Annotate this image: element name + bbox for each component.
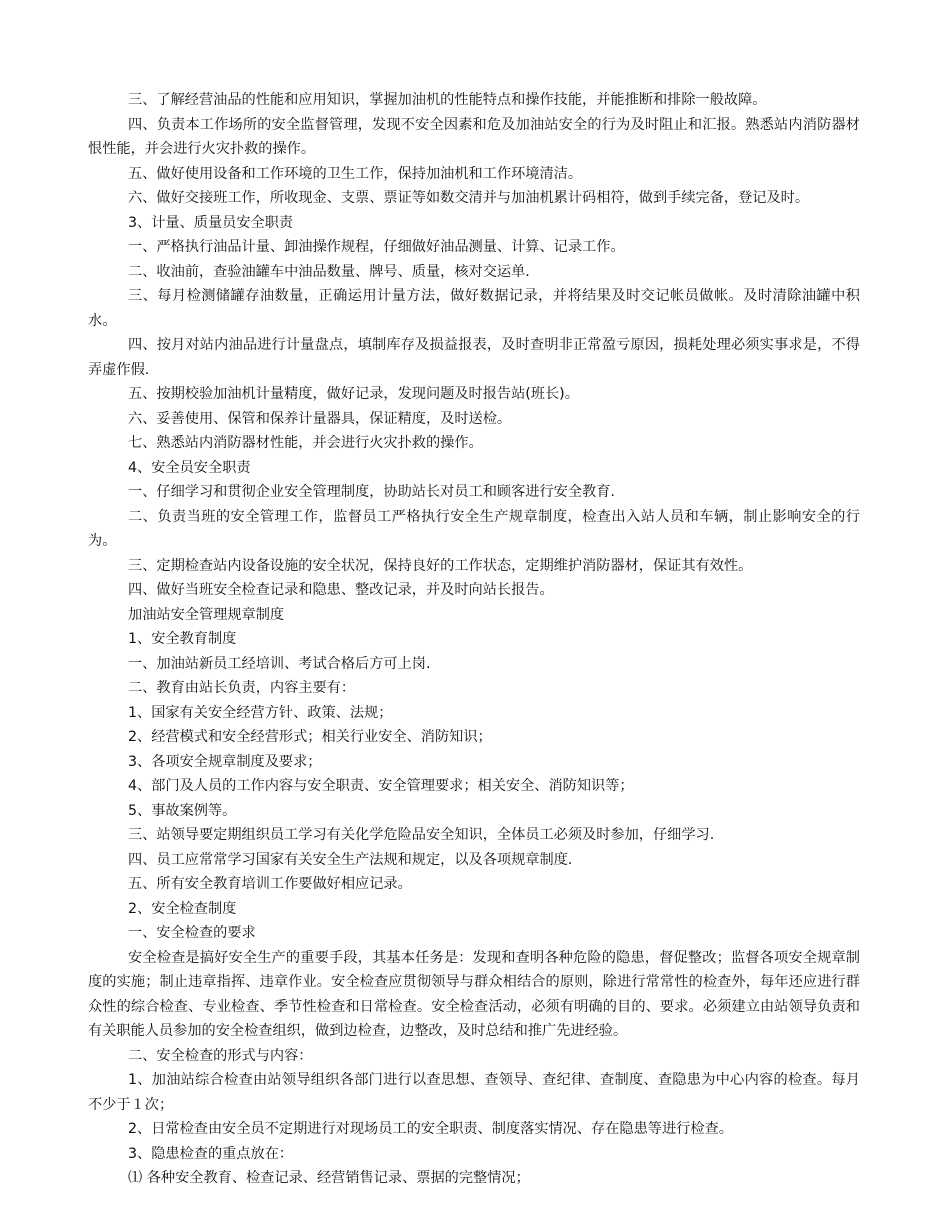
paragraph-line: 七、熟悉站内消防器材性能，并会进行火灾扑救的操作。	[128, 435, 483, 451]
paragraph-line: 五、所有安全教育培训工作要做好相应记录。	[128, 876, 412, 892]
paragraph-line: 二、安全检查的形式与内容：	[128, 1047, 313, 1064]
paragraph-line: 一、安全检查的要求	[128, 925, 256, 941]
paragraph-line: 3、各项安全规章制度及要求；	[128, 753, 322, 770]
paragraph-line: 加油站安全管理规章制度	[128, 606, 285, 623]
paragraph-line: 三、定期检查站内设备设施的安全状况，保持良好的工作状态，定期维护消防器材，保证其有效性。	[128, 557, 753, 574]
paragraph-line: 5、事故案例等。	[128, 802, 237, 819]
paragraph-line: 2、经营模式和安全经营形式；相关行业安全、消防知识；	[128, 729, 492, 745]
paragraph-line: 六、做好交接班工作，所收现金、支票、票证等如数交清并与加油机累计码相符，做到手续完备，登记及时。	[128, 190, 810, 206]
paragraph-line: 二、负责当班的安全管理工作，监督员工严格执行安全生产规章制度，检查出入站人员和车辆，制止影响安全的行为。	[88, 508, 860, 549]
paragraph-line: 一、严格执行油品计量、卸油操作规程，仔细做好油品测量、计算、记录工作。	[128, 239, 625, 255]
paragraph-line: 四、做好当班安全检查记录和隐患、整改记录，并及时向站长报告。	[128, 582, 554, 598]
paragraph-line: 1、国家有关安全经营方针、政策、法规；	[128, 704, 393, 721]
paragraph-line: 4、部门及人员的工作内容与安全职责、安全管理要求；相关安全、消防知识等；	[128, 778, 634, 794]
paragraph-line: 三、了解经营油品的性能和应用知识，掌握加油机的性能特点和操作技能，并能推断和排除一般故障。	[128, 92, 767, 108]
paragraph-line: 4、安全员安全职责	[128, 459, 251, 476]
paragraph-line: 四、负责本工作场所的安全监督管理，发现不安全因素和危及加油站安全的行为及时阻止和汇报。熟悉站内消防器材恨性能，并会进行火灾扑救的操作。	[88, 116, 860, 157]
paragraph-line: 3、隐患检查的重点放在：	[128, 1145, 294, 1162]
paragraph-line: 六、妥善使用、保管和保养计量器具，保证精度，及时送检。	[128, 410, 512, 427]
paragraph-line: 2、日常检查由安全员不定期进行对现场员工的安全职责、制度落实情况、存在隐患等进行检查。	[128, 1121, 733, 1137]
paragraph-line: 一、加油站新员工经培训、考试合格后方可上岗.	[128, 655, 431, 672]
paragraph-line: 五、做好使用设备和工作环境的卫生工作，保持加油机和工作环境清洁。	[128, 165, 583, 182]
paragraph-line: 安全检查是搞好安全生产的重要手段，其基本任务是：发现和查明各种危险的隐患，督促整改；监督各项安全规章制度的实施；制止违章指挥、违章作业。安全检查应贯彻领导与群众相结合的原则，除进行常常性的检查外，每年还应进行群众性的综合检查、专业检查、季节性检查和日常检查。安全检查活动，必须有明确的目的、要求。必须建立由站领导负责和有关职能人员参加的安全检查组织，做到边检查，边整改，及时总结和推广先进经验。	[88, 949, 860, 1039]
paragraph-line: 一、仔细学习和贯彻企业安全管理制度，协助站长对员工和顾客进行安全教育.	[128, 484, 615, 500]
paragraph-line: ⑴ 各种安全教育、检查记录、经营销售记录、票据的完整情况；	[128, 1170, 530, 1186]
paragraph-line: 五、按期校验加油机计量精度，做好记录，发现问题及时报告站(班长)。	[128, 386, 579, 402]
document-page	[88, 88, 860, 1191]
paragraph-line: 三、每月检测储罐存油数量，正确运用计量方法，做好数据记录，并将结果及时交记帐员做帐。及时清除油罐中积水。	[88, 288, 860, 329]
paragraph-line: 2、安全检查制度	[128, 900, 237, 917]
paragraph-line: 1、安全教育制度	[128, 631, 237, 647]
paragraph-line: 四、员工应常常学习国家有关安全生产法规和规定，以及各项规章制度.	[128, 851, 573, 868]
paragraph-line: 二、教育由站长负责，内容主要有：	[128, 680, 356, 696]
paragraph-line: 四、按月对站内油品进行计量盘点，填制库存及损益报表，及时查明非正常盈亏原因，损耗处理必须实事求是，不得弄虚作假.	[88, 337, 860, 378]
paragraph-line: 三、站领导要定期组织员工学习有关化学危险品安全知识，全体员工必须及时参加，仔细学习.	[128, 827, 715, 843]
paragraph-line: 3、计量、质量员安全职责	[128, 214, 294, 231]
paragraph-line: 二、收油前，查验油罐车中油品数量、牌号、质量，核对交运单.	[128, 263, 530, 280]
paragraph-line: 1、加油站综合检查由站领导组织各部门进行以查思想、查领导、查纪律、查制度、查隐患为中心内容的检查。每月不少于１次；	[88, 1072, 860, 1113]
